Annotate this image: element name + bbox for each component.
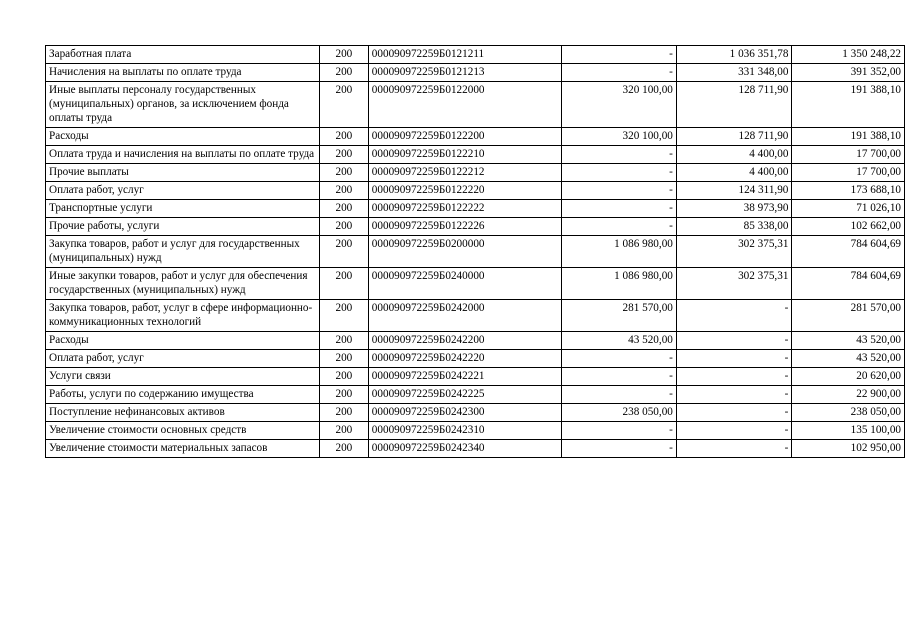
budget-table-body: [46, 46, 905, 458]
cell-name: Работы, услуги по содержанию имущества: [46, 386, 320, 404]
cell-remaining: 102 950,00: [792, 440, 905, 458]
cell-remaining: 22 900,00: [792, 386, 905, 404]
cell-line-code: 200: [319, 64, 368, 82]
cell-remaining: 17 700,00: [792, 164, 905, 182]
cell-executed: -: [676, 440, 792, 458]
cell-executed: -: [676, 422, 792, 440]
cell-name: Оплата работ, услуг: [46, 182, 320, 200]
cell-line-code: 200: [319, 82, 368, 128]
cell-executed: 85 338,00: [676, 218, 792, 236]
cell-name: Оплата работ, услуг: [46, 350, 320, 368]
cell-approved: -: [562, 182, 677, 200]
cell-approved: -: [562, 218, 677, 236]
cell-name: Иные закупки товаров, работ и услуг для обеспечения государственных (муниципальных) нужд: [46, 268, 320, 300]
cell-budget-code: 000090972259Б0122220: [368, 182, 562, 200]
cell-line-code: 200: [319, 368, 368, 386]
cell-budget-code: 000090972259Б0122200: [368, 128, 562, 146]
cell-executed: 331 348,00: [676, 64, 792, 82]
cell-executed: 1 036 351,78: [676, 46, 792, 64]
cell-name: Увеличение стоимости материальных запасов: [46, 440, 320, 458]
cell-remaining: 135 100,00: [792, 422, 905, 440]
cell-approved: 320 100,00: [562, 128, 677, 146]
cell-name: Оплата труда и начисления на выплаты по оплате труда: [46, 146, 320, 164]
cell-remaining: 1 350 248,22: [792, 46, 905, 64]
cell-executed: -: [676, 368, 792, 386]
cell-line-code: 200: [319, 236, 368, 268]
cell-budget-code: 000090972259Б0240000: [368, 268, 562, 300]
table-row: [46, 404, 905, 422]
table-row: [46, 332, 905, 350]
cell-line-code: 200: [319, 332, 368, 350]
cell-budget-code: 000090972259Б0242310: [368, 422, 562, 440]
cell-line-code: 200: [319, 404, 368, 422]
cell-name: Прочие выплаты: [46, 164, 320, 182]
cell-line-code: 200: [319, 300, 368, 332]
cell-budget-code: 000090972259Б0242300: [368, 404, 562, 422]
cell-approved: -: [562, 164, 677, 182]
cell-line-code: 200: [319, 128, 368, 146]
cell-remaining: 784 604,69: [792, 268, 905, 300]
cell-budget-code: 000090972259Б0122000: [368, 82, 562, 128]
cell-name: Иные выплаты персоналу государственных (муниципальных) органов, за исключением фонда оплаты труда: [46, 82, 320, 128]
table-row: [46, 386, 905, 404]
cell-budget-code: 000090972259Б0242220: [368, 350, 562, 368]
table-row: [46, 218, 905, 236]
cell-approved: 238 050,00: [562, 404, 677, 422]
cell-remaining: 191 388,10: [792, 128, 905, 146]
cell-name: Услуги связи: [46, 368, 320, 386]
cell-approved: 1 086 980,00: [562, 268, 677, 300]
budget-table: [45, 45, 905, 458]
cell-remaining: 17 700,00: [792, 146, 905, 164]
cell-executed: -: [676, 332, 792, 350]
cell-remaining: 20 620,00: [792, 368, 905, 386]
cell-line-code: 200: [319, 46, 368, 64]
cell-remaining: 391 352,00: [792, 64, 905, 82]
cell-budget-code: 000090972259Б0242000: [368, 300, 562, 332]
cell-line-code: 200: [319, 146, 368, 164]
cell-approved: -: [562, 368, 677, 386]
cell-remaining: 102 662,00: [792, 218, 905, 236]
cell-approved: -: [562, 440, 677, 458]
cell-executed: -: [676, 350, 792, 368]
table-row: [46, 64, 905, 82]
cell-budget-code: 000090972259Б0121211: [368, 46, 562, 64]
cell-remaining: 43 520,00: [792, 350, 905, 368]
cell-executed: -: [676, 404, 792, 422]
cell-name: Заработная плата: [46, 46, 320, 64]
cell-executed: 302 375,31: [676, 268, 792, 300]
cell-executed: -: [676, 300, 792, 332]
cell-executed: 38 973,90: [676, 200, 792, 218]
cell-approved: 1 086 980,00: [562, 236, 677, 268]
cell-line-code: 200: [319, 350, 368, 368]
cell-approved: -: [562, 200, 677, 218]
cell-approved: -: [562, 146, 677, 164]
table-row: [46, 268, 905, 300]
cell-line-code: 200: [319, 386, 368, 404]
cell-line-code: 200: [319, 200, 368, 218]
table-row: [46, 440, 905, 458]
cell-name: Прочие работы, услуги: [46, 218, 320, 236]
table-row: [46, 300, 905, 332]
cell-name: Закупка товаров, работ и услуг для государственных (муниципальных) нужд: [46, 236, 320, 268]
table-row: [46, 46, 905, 64]
cell-line-code: 200: [319, 440, 368, 458]
cell-budget-code: 000090972259Б0242340: [368, 440, 562, 458]
cell-budget-code: 000090972259Б0122212: [368, 164, 562, 182]
cell-line-code: 200: [319, 164, 368, 182]
cell-executed: 128 711,90: [676, 82, 792, 128]
cell-remaining: 238 050,00: [792, 404, 905, 422]
table-row: [46, 422, 905, 440]
cell-line-code: 200: [319, 422, 368, 440]
cell-remaining: 191 388,10: [792, 82, 905, 128]
cell-line-code: 200: [319, 218, 368, 236]
table-row: [46, 164, 905, 182]
cell-name: Поступление нефинансовых активов: [46, 404, 320, 422]
cell-executed: 4 400,00: [676, 164, 792, 182]
cell-budget-code: 000090972259Б0121213: [368, 64, 562, 82]
table-row: [46, 200, 905, 218]
cell-executed: 302 375,31: [676, 236, 792, 268]
cell-budget-code: 000090972259Б0242200: [368, 332, 562, 350]
cell-budget-code: 000090972259Б0122226: [368, 218, 562, 236]
cell-executed: 124 311,90: [676, 182, 792, 200]
table-row: [46, 350, 905, 368]
cell-budget-code: 000090972259Б0122210: [368, 146, 562, 164]
table-row: [46, 368, 905, 386]
cell-remaining: 43 520,00: [792, 332, 905, 350]
cell-name: Расходы: [46, 332, 320, 350]
cell-approved: -: [562, 350, 677, 368]
cell-name: Закупка товаров, работ, услуг в сфере информационно-коммуникационных технологий: [46, 300, 320, 332]
cell-remaining: 784 604,69: [792, 236, 905, 268]
table-row: [46, 128, 905, 146]
cell-name: Расходы: [46, 128, 320, 146]
cell-name: Увеличение стоимости основных средств: [46, 422, 320, 440]
cell-approved: -: [562, 46, 677, 64]
cell-executed: 4 400,00: [676, 146, 792, 164]
cell-name: Транспортные услуги: [46, 200, 320, 218]
table-row: [46, 182, 905, 200]
cell-approved: -: [562, 64, 677, 82]
cell-remaining: 71 026,10: [792, 200, 905, 218]
cell-approved: 320 100,00: [562, 82, 677, 128]
cell-name: Начисления на выплаты по оплате труда: [46, 64, 320, 82]
cell-approved: -: [562, 386, 677, 404]
cell-line-code: 200: [319, 268, 368, 300]
table-row: [46, 236, 905, 268]
cell-budget-code: 000090972259Б0200000: [368, 236, 562, 268]
cell-approved: -: [562, 422, 677, 440]
table-row: [46, 82, 905, 128]
cell-budget-code: 000090972259Б0242221: [368, 368, 562, 386]
cell-remaining: 173 688,10: [792, 182, 905, 200]
cell-approved: 43 520,00: [562, 332, 677, 350]
cell-executed: -: [676, 386, 792, 404]
cell-approved: 281 570,00: [562, 300, 677, 332]
cell-line-code: 200: [319, 182, 368, 200]
cell-budget-code: 000090972259Б0242225: [368, 386, 562, 404]
table-row: [46, 146, 905, 164]
cell-budget-code: 000090972259Б0122222: [368, 200, 562, 218]
cell-executed: 128 711,90: [676, 128, 792, 146]
cell-remaining: 281 570,00: [792, 300, 905, 332]
